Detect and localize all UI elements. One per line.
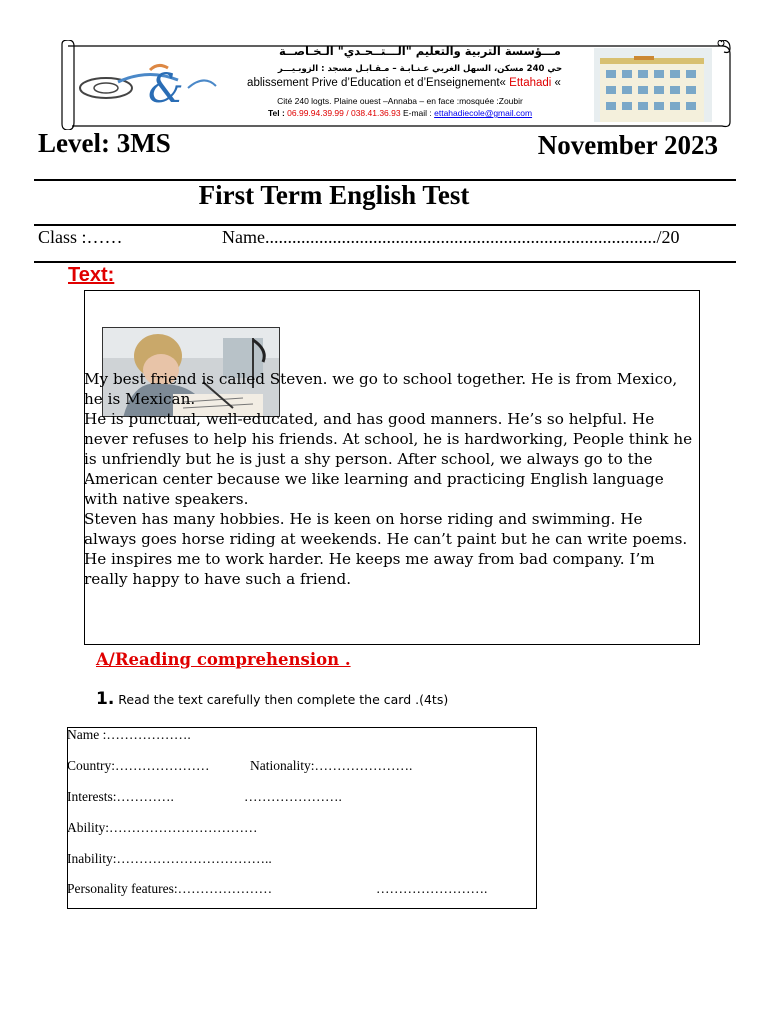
card-country-field[interactable]: Country:………………… <box>67 758 210 773</box>
level-label: Level: 3MS <box>38 128 171 158</box>
card-inability-field[interactable]: Inability:…………………………….. <box>67 851 272 866</box>
school-name-french: ablissement Prive d’Education et d’Enseignement« Ettahadi « <box>247 77 561 89</box>
passage-paragraph: Steven has many hobbies. He is keen on horse riding and swimming. He always goes horse riding at weekends. He can’t paint but he can write poems. He inspires me to work harder. He keeps me away from bad company. I’m really happy to have such a friend. <box>84 510 688 588</box>
test-title: First Term English Test <box>198 180 470 210</box>
divider <box>34 224 736 226</box>
class-field: Class :…… <box>38 227 123 247</box>
card-ability-field[interactable]: Ability:…………………………… <box>67 820 258 835</box>
card-interests-field[interactable]: Interests:…………. <box>67 789 174 804</box>
card-nationality-field[interactable]: Nationality:…………………. <box>250 758 413 773</box>
school-address-arabic: حي 240 مسكن، السهل الغربي عـنـابـة – مـقـابـل مسجد : الزوبـيـــر <box>277 64 563 74</box>
name-field: Name......................................................................................./20 <box>222 227 680 247</box>
divider <box>34 261 736 263</box>
reading-passage <box>84 369 698 589</box>
svg-text:&: & <box>148 66 184 112</box>
question-text: Read the text carefully then complete the card .(4ts) <box>114 692 449 707</box>
passage-paragraph: My best friend is called Steven. we go to school together. He is from Mexico, he is Mexican. <box>84 370 678 408</box>
school-contact: Tel : 06.99.94.39.99 / 038.41.36.93 E-mail : ettahadiecole@gmail.com <box>267 108 533 118</box>
school-name-arabic: مـــؤسسة التربية والتعليم "الـــتــحـدي" الـخـاصــة <box>279 44 561 58</box>
school-building-photo <box>594 48 712 122</box>
card-interests-blank[interactable]: …………………. <box>244 789 342 804</box>
passage-paragraph: He is punctual, well-educated, and has good manners. He’s so helpful. He never refuses to help his friends. At school, he is hardworking, People think he is unfriendly but he is just a shy person. After school, we always go to the American center because we like learning and practicing English language with native speakers. <box>84 410 693 508</box>
card-personality-blank[interactable]: ……………………. <box>376 881 488 896</box>
reading-comprehension-heading: A/Reading comprehension . <box>96 650 351 669</box>
test-date: November 2023 <box>537 130 718 160</box>
card-name-field[interactable]: Name :………………. <box>67 727 191 742</box>
text-heading: Text: <box>68 264 115 286</box>
school-address: Cité 240 logts. Plaine ouest –Annaba – en face :mosquée :Zoubir <box>277 96 523 106</box>
card-personality-field[interactable]: Personality features:………………… <box>67 881 273 896</box>
question-number: 1. <box>96 689 115 709</box>
question-1 <box>96 689 448 709</box>
school-logo <box>78 58 220 112</box>
email-link[interactable]: ettahadiecole@gmail.com <box>434 108 533 118</box>
